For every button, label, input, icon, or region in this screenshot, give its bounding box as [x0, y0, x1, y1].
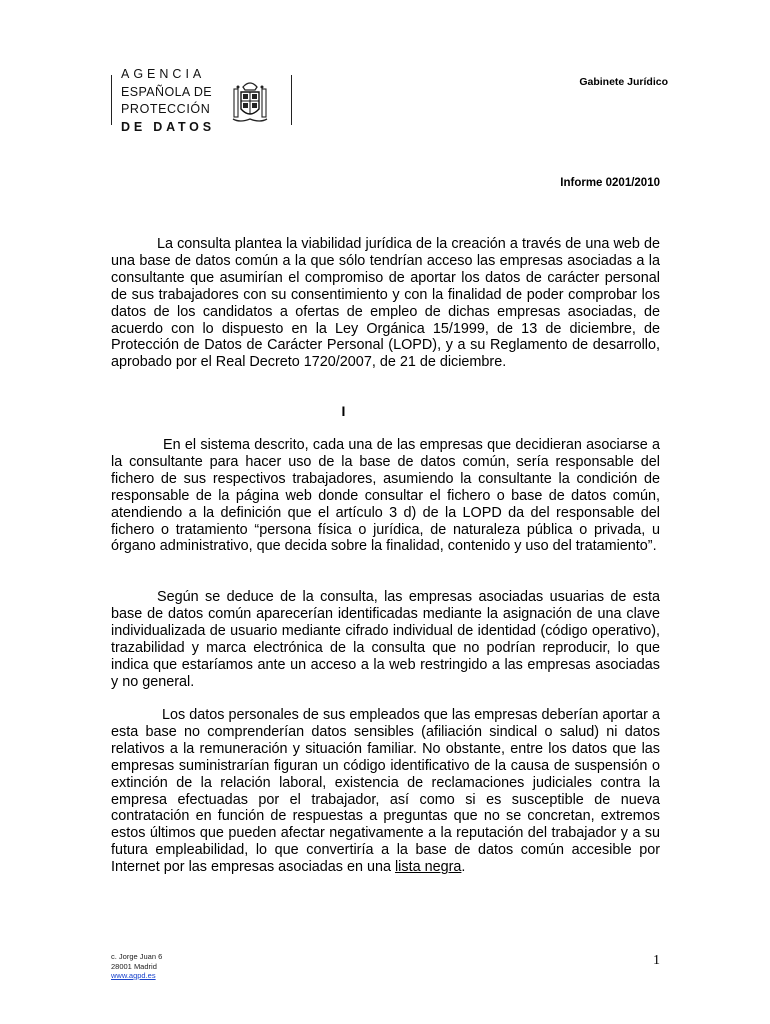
- section-heading: I: [341, 403, 346, 419]
- paragraph-3: [111, 589, 660, 690]
- report-number: Informe 0201/2010: [560, 177, 660, 189]
- coat-of-arms-icon: [232, 79, 268, 127]
- address-street: c. Jorge Juan 6: [111, 952, 163, 961]
- paragraph-1-text: La consulta plantea la viabilidad jurídica de la creación a través de una web de una base de datos común a la que sólo tendrían acceso las empresas asociadas a la consultante que asumirían el compromiso de aportar los datos de carácter personal de sus trabajadores con su consentimiento y con la finalidad de poder comprobar los datos de los candidatos a ofertas de empleo de dichas empresas asociadas, de acuerdo con lo dispuesto en la Ley Orgánica 15/1999, de 13 de diciembre, de Protección de Datos de Carácter Personal (LOPD), y a su Reglamento de desarrollo, aprobado por el Real Decreto 1720/2007, de 21 de diciembre.: [111, 236, 660, 371]
- logo-line-2: ESPAÑOLA DE: [121, 84, 213, 99]
- address-city: 28001 Madrid: [111, 961, 157, 971]
- paragraph-3-text: Según se deduce de la consulta, las empresas asociadas usuarias de esta base de datos común aparecerían identificadas mediante la asignación de una clave individualizada de usuario mediante cifrado individual de identidad (código operativo), trazabilidad y marca electrónica de la consulta que no podrían reproducir, lo que indica que estaríamos ante un acceso a la web restringido a las empresas asociadas y no general.: [111, 589, 660, 690]
- paragraph-4: [111, 707, 660, 876]
- agency-logo: [121, 66, 221, 136]
- department-label: Gabinete Jurídico: [579, 76, 668, 88]
- paragraph-4-end: .: [461, 859, 466, 876]
- logo-divider-left: [111, 75, 112, 125]
- logo-line-4: DE DATOS: [121, 119, 215, 134]
- blacklist-link[interactable]: lista negra: [394, 859, 462, 876]
- website-link[interactable]: www.agpd.es: [111, 971, 156, 980]
- paragraph-4-text: Los datos personales de sus empleados que las empresas deberían aportar a esta base no comprenderían datos sensibles (afiliación sindical o salud) ni datos relativos a la remuneración y situación familiar. No obstante, entre los datos que las empresas suministrarían figuran un código identificativo de la causa de suspensión o extinción de la relación laboral, existencia de reclamaciones judiciales contra la empresa efectuadas por el trabajador, así como si es susceptible de nueva contratación en función de respuestas a preguntas que no se concretan, extremos estos últimos que pueden afectar negativamente a la reputación del trabajador y a su futura empleabilidad, lo que convertiría a la base de datos común accesible por Internet por las empresas asociadas en una: [111, 707, 660, 876]
- logo-line-1: AGENCIA: [121, 67, 206, 81]
- logo-line-3: PROTECCIÓN: [121, 102, 211, 116]
- paragraph-2-text: En el sistema descrito, cada una de las empresas que decidieran asociarse a la consultante para hacer uso de la base de datos común, sería responsable del fichero de sus respectivos trabajadores, asumiendo la consultante la condición de responsable de la página web donde consultar el fichero o base de datos común, atendiendo a la definición que el artículo 3 d) de la LOPD da del responsable del fichero o tratamiento “persona física o jurídica, de naturaleza pública o privada, u órgano administrativo, que decida sobre la finalidad, contenido y uso del tratamiento”.: [111, 437, 660, 555]
- page-number: 1: [653, 953, 660, 968]
- footer-address: [111, 952, 162, 981]
- paragraph-1: [111, 236, 660, 371]
- logo-divider-right: [291, 75, 292, 125]
- paragraph-2: [111, 437, 660, 555]
